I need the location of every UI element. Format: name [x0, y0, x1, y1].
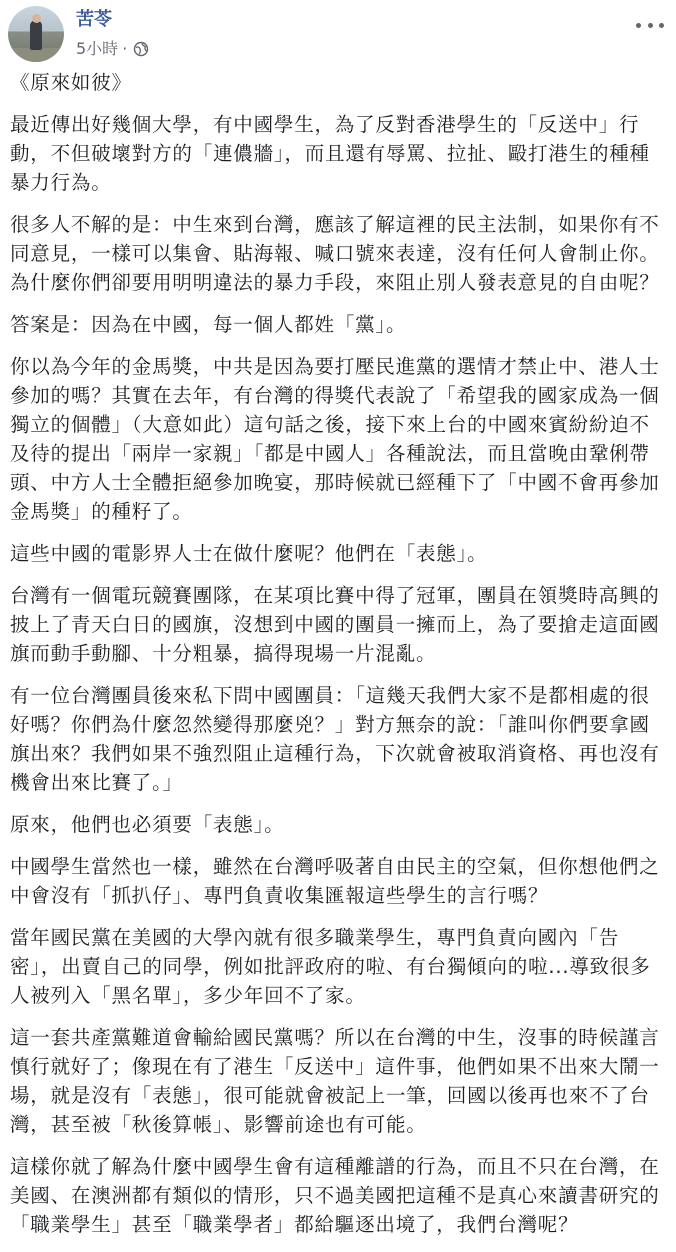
post-paragraph: 當年國民黨在美國的大學內就有很多職業學生，專門負責向國內「告 密」，出賣自己的同學，例如批評政府的啦、有台獨傾向的啦...導致很多 人被列入「黑名單」，多少年回不了家。 [10, 926, 651, 1007]
avatar-ground [8, 48, 64, 62]
post-paragraph: 最近傳出好幾個大學，有中國學生，為了反對香港學生的「反送中」行 動，不但破壞對方的「連儂牆」，而且還有辱罵、拉扯、毆打港生的種種 暴力行為。 [10, 113, 650, 194]
globe-icon[interactable] [133, 41, 149, 57]
more-options-icon[interactable] [636, 18, 664, 32]
post-body [10, 68, 666, 1252]
avatar[interactable] [8, 6, 64, 62]
post-paragraph: 台灣有一個電玩競賽團隊，在某項比賽中得了冠軍，團員在領獎時高興的 披上了青天白日的國旗，沒想到中國的團員一擁而上，為了要搶走這面國 旗而動手動腳、十分粗暴，搞得現場一片混亂。 [10, 584, 660, 665]
post-paragraph: 這一套共產黨難道會輸給國民黨嗎？所以在台灣的中生，沒事的時候謹言 慎行就好了；像現在有了港生「反送中」這件事，他們如果不出來大鬧一 場，就是沒有「表態」，很可能就會被記上一筆，回國以後再也來不了台 灣，甚至被「秋後算帳」、影響前途也有可能。 [10, 1026, 660, 1136]
post-paragraph: 你以為今年的金馬獎，中共是因為要打壓民進黨的選情才禁止中、港人士 參加的嗎？其實在去年，有台灣的得獎代表說了「希望我的國家成為一個 獨立的個體」（大意如此）這句話之後，接下來上台的中國來賓紛紛迫不 及待的提出「兩岸一家親」「都是中國人」各種說法，而且當晚由鞏俐帶 頭、中方人士全體拒絕參加晚宴，那時候就已經種下了「中國不會再參加 金馬獎」的種籽了。 [10, 355, 660, 523]
post-paragraph: 這樣你就了解為什麼中國學生會有這種離譜的行為，而且不只在台灣，在 美國、在澳洲都有類似的情形，只不過美國把這種不是真心來讀書研究的 「職業學生」甚至「職業學者」都給驅逐出境了，我們台灣呢？ [10, 1155, 660, 1236]
author-name[interactable]: 苦苓 [76, 9, 112, 30]
post-paragraph: 這些中國的電影界人士在做什麼呢？他們在「表態」。 [10, 542, 488, 565]
post-paragraph: 很多人不解的是：中生來到台灣，應該了解這裡的民主法制，如果你有不 同意見，一樣可以集會、貼海報、喊口號來表達，沒有任何人會制止你。 為什麼你們卻要用明明違法的暴力手段，來阻止別人發表意見的自由呢？ [10, 213, 660, 294]
post-meta [76, 38, 149, 60]
avatar-head [32, 14, 41, 23]
post-paragraph: 有一位台灣團員後來私下問中國團員：「這幾天我們大家不是都相處的很 好嗎？你們為什麼忽然變得那麼兇？」對方無奈的說：「誰叫你們要拿國 旗出來？我們如果不強烈阻止這種行為，下次就會被取消資格、再也沒有 機會出來比賽了。」 [10, 684, 660, 794]
post-header [8, 6, 668, 66]
avatar-figure [30, 20, 42, 50]
post-paragraph: 中國學生當然也一樣，雖然在台灣呼吸著自由民主的空氣，但你想他們之 中會沒有「抓扒仔」、專門負責收集匯報這些學生的言行嗎？ [10, 855, 660, 907]
post-timestamp[interactable]: 5小時 [76, 39, 119, 58]
post-paragraph: 原來，他們也必須要「表態」。 [10, 813, 285, 836]
meta-separator: · [122, 39, 128, 58]
post-paragraph: 《原來如彼》 [10, 71, 132, 94]
post-paragraph: 答案是：因為在中國，每一個人都姓「黨」。 [10, 313, 407, 336]
